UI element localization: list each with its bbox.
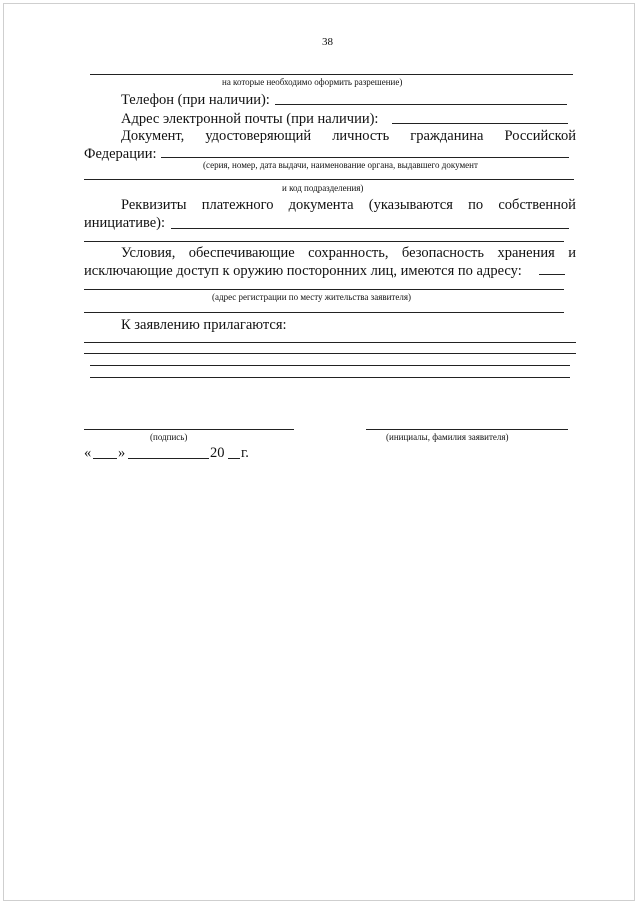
payment-field[interactable]	[171, 228, 569, 229]
storage-word-6: и	[568, 245, 576, 261]
email-field[interactable]	[392, 123, 568, 124]
storage-word-5: хранения	[497, 245, 555, 261]
identity-doc-field[interactable]	[161, 157, 569, 158]
initials-field[interactable]	[366, 429, 568, 430]
attachments-line-2[interactable]	[84, 353, 576, 354]
permit-note: на которые необходимо оформить разрешение)	[222, 77, 403, 87]
attachments-line-4[interactable]	[90, 377, 570, 378]
date-year-prefix: 20	[210, 445, 225, 461]
payment-word-1: Реквизиты	[121, 197, 187, 213]
date-year-suffix: г.	[241, 445, 249, 461]
payment-line	[121, 196, 576, 214]
storage-note: (адрес регистрации по месту жительства заявителя)	[212, 292, 411, 302]
payment-word-6: собственной	[498, 197, 576, 213]
payment-word-3: документа	[288, 197, 354, 213]
date-month-field[interactable]	[128, 458, 209, 459]
signature-field[interactable]	[84, 429, 294, 430]
storage-address-field[interactable]	[539, 274, 565, 275]
storage-word-4: безопасность	[401, 245, 485, 261]
storage-word-2: обеспечивающие	[188, 245, 295, 261]
storage-word-3: сохранность,	[308, 245, 389, 261]
identity-word-1: Документ,	[121, 128, 185, 144]
identity-word-5: Российской	[504, 128, 576, 144]
identity-doc-note-2: и код подразделения)	[282, 183, 364, 193]
date-year-field[interactable]	[228, 458, 240, 459]
payment-continuation: инициативе):	[84, 215, 166, 231]
storage-word-1: Условия,	[121, 245, 176, 261]
payment-field-2[interactable]	[84, 241, 564, 242]
attachments-line-3[interactable]	[90, 365, 570, 366]
attachments-line-1[interactable]	[84, 342, 576, 343]
permit-line[interactable]	[90, 74, 573, 75]
phone-label: Телефон (при наличии):	[121, 92, 270, 108]
payment-word-2: платежного	[201, 197, 274, 213]
signature-label: (подпись)	[150, 432, 188, 442]
date-close-quote: »	[118, 445, 126, 461]
identity-word-3: личность	[332, 128, 390, 144]
identity-word-2: удостоверяющий	[205, 128, 312, 144]
page-number: 38	[322, 36, 333, 48]
payment-word-5: по	[468, 197, 484, 213]
identity-doc-field-2[interactable]	[84, 179, 574, 180]
email-label: Адрес электронной почты (при наличии):	[121, 111, 379, 127]
identity-doc-line	[121, 127, 576, 145]
attachments-label: К заявлению прилагаются:	[121, 317, 287, 333]
initials-label: (инициалы, фамилия заявителя)	[386, 432, 509, 442]
storage-address-field-2[interactable]	[84, 289, 564, 290]
identity-word-4: гражданина	[410, 128, 484, 144]
payment-word-4: (указываются	[368, 197, 453, 213]
identity-doc-note: (серия, номер, дата выдачи, наименование органа, выдавшего документ	[203, 160, 478, 170]
identity-doc-continuation: Федерации:	[84, 146, 157, 162]
date-open-quote: «	[84, 445, 92, 461]
storage-continuation: исключающие доступ к оружию посторонних лиц, имеются по адресу:	[84, 263, 522, 279]
storage-line	[121, 244, 576, 262]
storage-address-field-3[interactable]	[84, 312, 564, 313]
date-day-field[interactable]	[93, 458, 117, 459]
phone-field[interactable]	[275, 104, 567, 105]
